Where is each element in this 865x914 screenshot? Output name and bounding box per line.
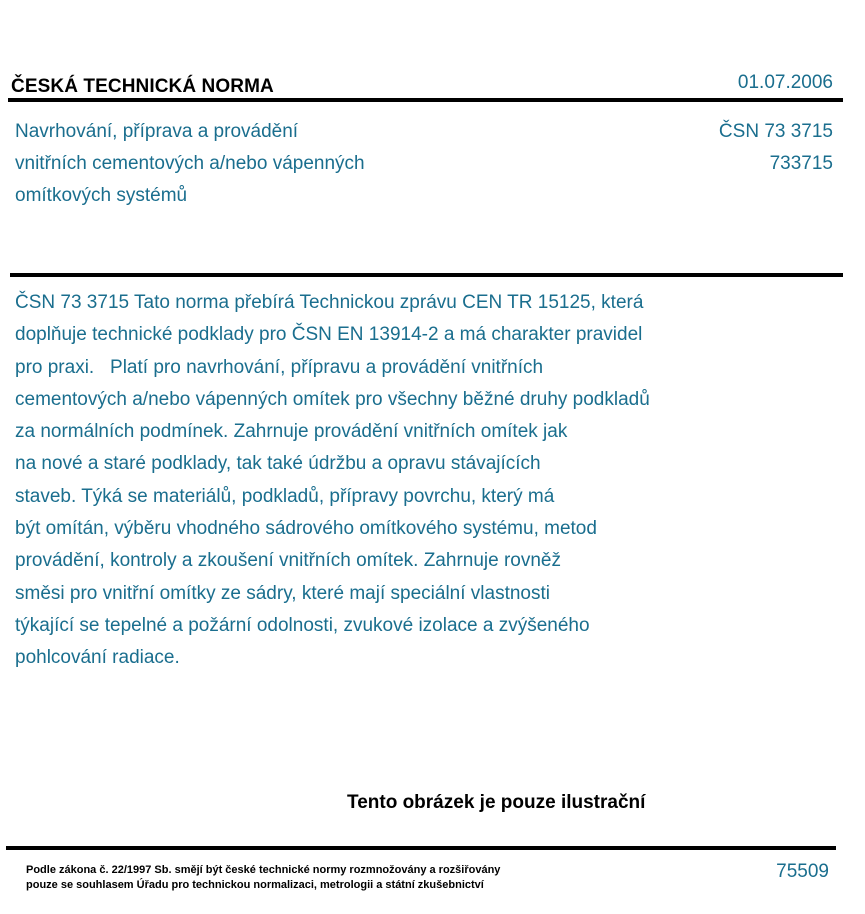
abstract-line: cementových a/nebo vápenných omítek pro všechny běžné druhy podkladů [15,388,650,410]
abstract-line: za normálních podmínek. Zahrnuje provádění vnitřních omítek jak [15,421,568,443]
legal-notice [26,863,500,893]
abstract-line: staveb. Týká se materiálů, podkladů, přípravy povrchu, který má [15,485,555,507]
document-title-line: Navrhování, příprava a provádění [15,121,299,142]
abstract-line: pohlcování radiace. [15,647,180,669]
abstract-line: směsi pro vnitřní omítky ze sádry, které mají speciální vlastnosti [15,582,550,604]
legal-notice-line: pouze se souhlasem Úřadu pro technickou normalizaci, metrologii a státní zkušebnictví [26,879,484,891]
middle-divider [10,273,843,277]
catalog-number: 75509 [776,861,829,882]
top-divider [8,98,843,102]
abstract-line: být omítán, výběru vhodného sádrového omítkového systému, metod [15,518,597,540]
document-title-line: omítkových systémů [15,185,188,206]
abstract-line: ČSN 73 3715 Tato norma přebírá Technickou zprávu CEN TR 15125, která [15,292,644,313]
standard-header-title: ČESKÁ TECHNICKÁ NORMA [11,76,274,97]
abstract-line: pro praxi. Platí pro navrhování, přípravu a provádění vnitřních [15,356,544,378]
illustration-disclaimer: Tento obrázek je pouze ilustrační [347,792,646,813]
document-title [15,116,475,212]
abstract-line: týkající se tepelné a požární odolnosti, zvukové izolace a zvýšeného [15,614,590,636]
standard-designation: ČSN 73 3715 [718,121,833,142]
document-title-line: vnitřních cementových a/nebo vápenných [15,153,365,174]
legal-notice-line: Podle zákona č. 22/1997 Sb. smějí být české technické normy rozmnožovány a rozšiřovány [26,864,501,876]
classification-code: 733715 [769,153,833,174]
bottom-divider [6,846,836,850]
issue-date: 01.07.2006 [737,72,833,93]
abstract-line: provádění, kontroly a zkoušení vnitřních omítek. Zahrnuje rovněž [15,550,561,572]
abstract-line: doplňuje technické podklady pro ČSN EN 13914-2 a má charakter pravidel [15,324,643,346]
abstract-text [15,287,755,675]
abstract-line: na nové a staré podklady, tak také údržbu a opravu stávajících [15,453,541,475]
document-identifiers [719,116,833,180]
